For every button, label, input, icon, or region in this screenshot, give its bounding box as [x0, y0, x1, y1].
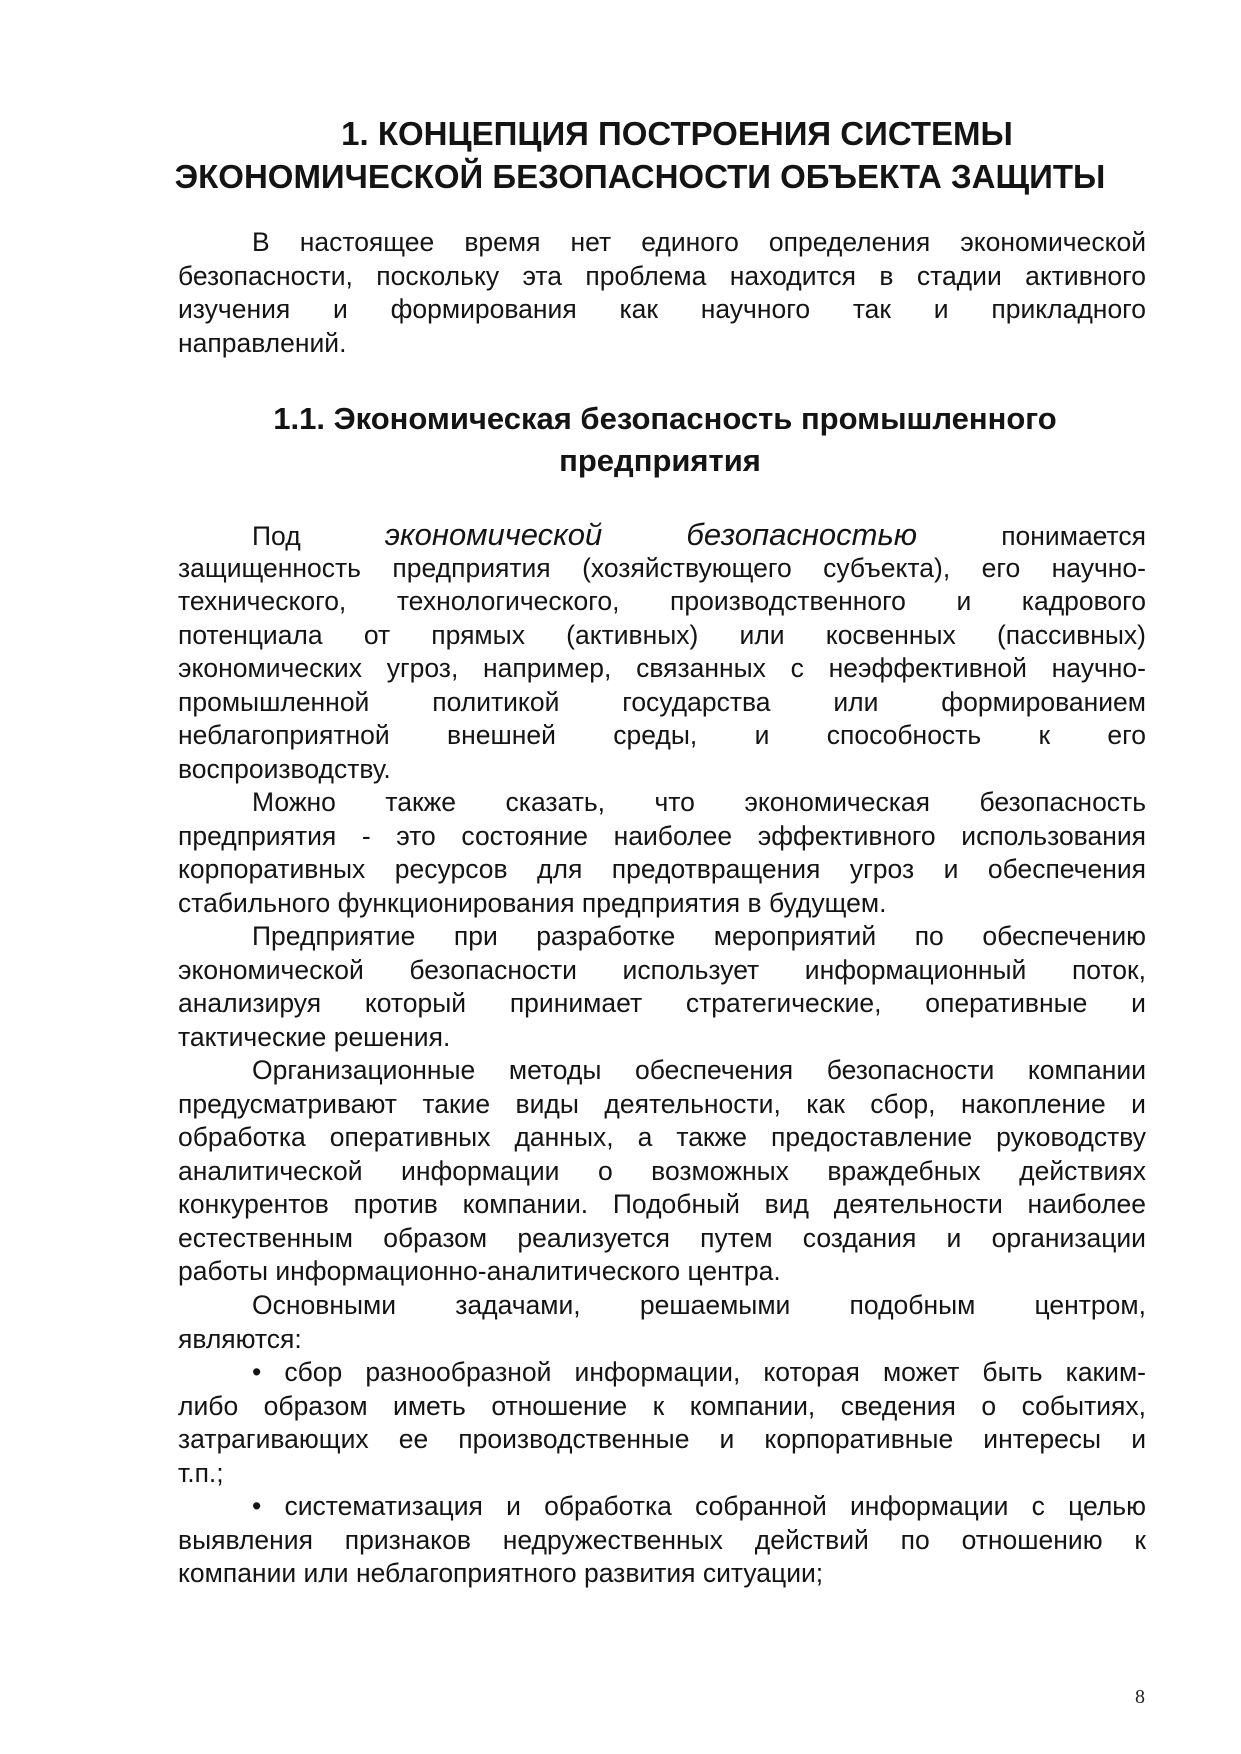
- chapter-title: [120, 112, 1160, 198]
- intro-paragraph: [178, 226, 1146, 360]
- text-line: Организационные методы обеспечения безопасности компании: [252, 1055, 1146, 1085]
- text-line: затрагивающих ее производственные и корпоративные интересы и: [178, 1424, 1146, 1454]
- emphasis-term: экономической: [384, 517, 603, 552]
- text-line: технического, технологического, производственного и кадрового: [178, 586, 1146, 616]
- text-line: безопасности, поскольку эта проблема находится в стадии активного: [178, 260, 1146, 291]
- text-line: промышленной политикой государства или формированием: [178, 686, 1146, 717]
- text-line: • систематизация и обработка собранной информации с целью: [252, 1491, 1146, 1521]
- text-fragment: Под: [252, 521, 301, 551]
- text-line: изучения и формирования как научного так и прикладного: [178, 294, 1146, 324]
- text-line: анализируя который принимает стратегические, оперативные и: [178, 988, 1146, 1018]
- text-line: воспроизводству.: [178, 753, 391, 784]
- text-line: конкурентов против компании. Подобный вид деятельности наиболее: [178, 1189, 1146, 1219]
- text-line: либо образом иметь отношение к компании, сведения о событиях,: [178, 1390, 1146, 1421]
- section-title: [180, 398, 1140, 482]
- text-line: Можно также сказать, что экономическая безопасность: [252, 787, 1146, 817]
- text-line: предусматривают такие виды деятельности, как сбор, накопление и: [178, 1088, 1146, 1119]
- text-line: естественным образом реализуется путем создания и организации: [178, 1222, 1146, 1253]
- text-line: аналитической информации о возможных враждебных действиях: [178, 1155, 1146, 1186]
- text-line: • сбор разнообразной информации, которая может быть каким-: [252, 1357, 1146, 1387]
- chapter-title-line-1: 1. КОНЦЕПЦИЯ ПОСТРОЕНИЯ СИСТЕМЫ: [341, 115, 1013, 152]
- text-fragment: понимается: [1001, 521, 1146, 551]
- paragraph-4: [178, 1054, 1146, 1289]
- text-line: Предприятие при разработке мероприятий по обеспечению: [252, 921, 1146, 951]
- section-title-line-2: предприятия: [559, 443, 761, 478]
- bullet-item-2: [178, 1490, 1146, 1591]
- text-line: экономической безопасности использует информационный поток,: [178, 954, 1146, 985]
- emphasis-term: безопасностью: [686, 517, 918, 552]
- bullet-item-1: [178, 1356, 1146, 1490]
- chapter-title-line-2: ЭКОНОМИЧЕСКОЙ БЕЗОПАСНОСТИ ОБЪЕКТА ЗАЩИТЫ: [174, 158, 1106, 195]
- text-line: стабильного функционирования предприятия в будущем.: [178, 887, 887, 918]
- text-line: В настоящее время нет единого определения экономической: [252, 227, 1146, 257]
- text-line: Основными задачами, решаемыми подобным центром,: [252, 1290, 1146, 1320]
- page-number: 8: [1135, 1686, 1145, 1708]
- text-line: являются:: [178, 1323, 302, 1354]
- definition-paragraph: [178, 518, 1146, 786]
- text-line: корпоративных ресурсов для предотвращения угроз и обеспечения: [178, 854, 1146, 884]
- text-line: защищенность предприятия (хозяйствующего субъекта), его научно-: [178, 552, 1146, 583]
- text-line: работы информационно-аналитического центра.: [178, 1256, 781, 1286]
- paragraph-3: [178, 920, 1146, 1054]
- text-line: тактические решения.: [178, 1021, 451, 1052]
- paragraph-2: [178, 786, 1146, 920]
- text-line: обработка оперативных данных, а также предоставление руководству: [178, 1122, 1146, 1152]
- text-line: компании или неблагоприятного развития ситуации;: [178, 1558, 824, 1588]
- text-line: направлений.: [178, 327, 347, 358]
- text-line: [178, 518, 1146, 552]
- text-line: неблагоприятной внешней среды, и способность к его: [178, 720, 1146, 750]
- section-title-line-1: 1.1. Экономическая безопасность промышленного: [273, 401, 1057, 436]
- text-line: экономических угроз, например, связанных с неэффективной научно-: [178, 653, 1146, 683]
- text-line: потенциала от прямых (активных) или косвенных (пассивных): [178, 619, 1146, 650]
- text-line: предприятия - это состояние наиболее эффективного использования: [178, 820, 1146, 851]
- text-line: т.п.;: [178, 1457, 224, 1488]
- text-line: выявления признаков недружественных действий по отношению к: [178, 1524, 1146, 1555]
- paragraph-5: [178, 1289, 1146, 1356]
